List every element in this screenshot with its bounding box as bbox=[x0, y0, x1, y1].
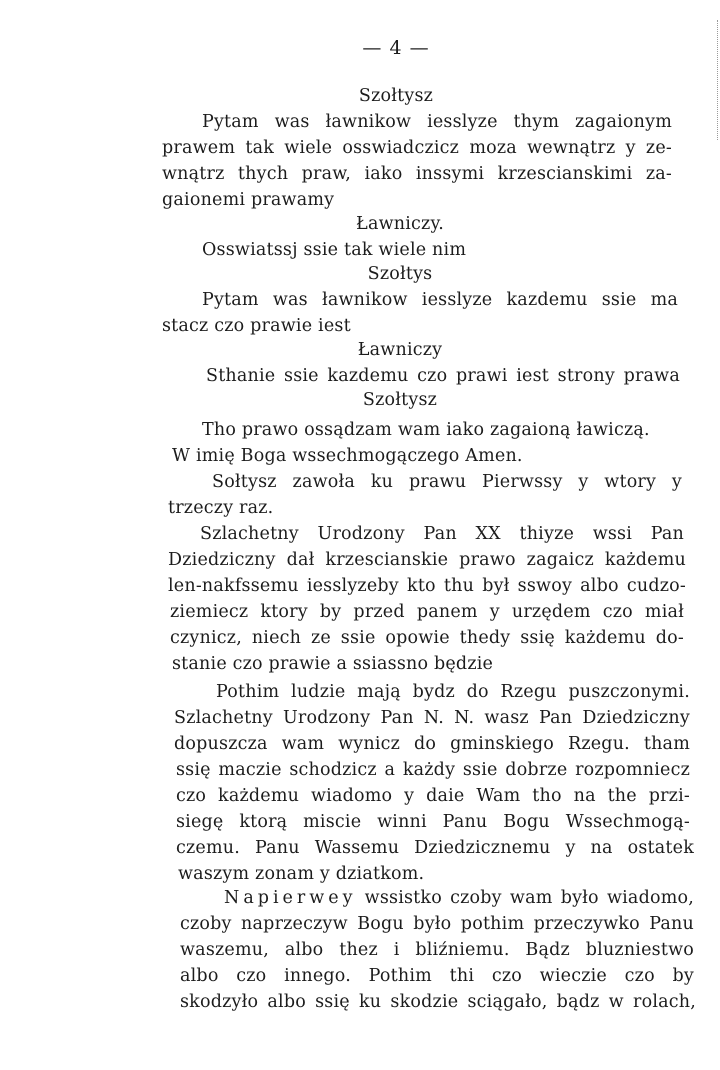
text-line: Pytam was ławnikow iesslyze kazdemu ssie ma bbox=[202, 290, 678, 310]
text-line: albo czo innego. Pothim thi czo wieczie czo by bbox=[180, 966, 694, 986]
text-line: Szlachetny Urodzony Pan XX thiyze wssi Pan bbox=[200, 524, 684, 544]
speaker-heading: Szołtysz bbox=[358, 86, 434, 106]
text-line: Szlachetny Urodzony Pan N. N. wasz Pan Dziedziczny bbox=[174, 708, 690, 728]
text-line: Sthanie ssie kazdemu czo prawi iest strony prawa bbox=[206, 366, 680, 386]
text-line: prawem tak wiele osswiadczicz moza wewnątrz y ze- bbox=[162, 138, 672, 158]
text-line: siegę ktorą miscie winni Panu Bogu Wssechmogą- bbox=[176, 812, 690, 832]
text-line: Osswiatssj ssie tak wiele nim bbox=[202, 240, 467, 260]
speaker-heading: Szołtysz bbox=[362, 390, 438, 410]
text-line: Sołtysz zawoła ku prawu Pierwssy y wtory y bbox=[212, 472, 682, 492]
text-line: stanie czo prawie a ssiassno będzie bbox=[172, 654, 494, 674]
text-line: waszym zonam y dziatkom. bbox=[178, 864, 425, 884]
text-line: trzeczy raz. bbox=[168, 498, 274, 518]
text-line: len-nakfssemu iesslyzeby kto thu był sswoy albo cudzo- bbox=[168, 576, 686, 596]
speaker-heading: Ławniczy bbox=[357, 340, 443, 360]
text-line: czo każdemu wiadomo y daie Wam tho na the przi- bbox=[176, 786, 690, 806]
text-line: Tho prawo ossądzam wam iako zagaioną ławiczą. bbox=[202, 420, 650, 440]
text-line: czemu. Panu Wassemu Dziedzicznemu y na ostatek bbox=[176, 838, 694, 858]
text-line: W imię Boga wssechmogączego Amen. bbox=[172, 446, 523, 466]
text-line: Napierwey wssistko czoby wam było wiadomo, bbox=[224, 888, 694, 908]
text-line: Dziedziczny dał krzescianskie prawo zagaicz każdemu bbox=[168, 550, 686, 570]
text-line: czoby naprzeczyw Bogu było pothim przeczywko Panu bbox=[180, 914, 694, 934]
text-line: czynicz, niech ze ssie opowie thedy ssię każdemu do- bbox=[170, 628, 684, 648]
text-line: gaionemi prawamy bbox=[162, 190, 335, 210]
text-line: stacz czo prawie iest bbox=[162, 316, 351, 336]
text-line: ssię maczie schodzicz a każdy ssie dobrze rozpomniecz bbox=[176, 760, 690, 780]
text-line: dopuszcza wam wynicz do gminskiego Rzegu. tham bbox=[174, 734, 690, 754]
speaker-heading: Ławniczy. bbox=[356, 214, 444, 234]
text-line: wnątrz thych praw, iako inssymi krzescianskimi za- bbox=[162, 164, 672, 184]
text-line: Pothim ludzie mają bydz do Rzegu puszczonymi. bbox=[216, 682, 690, 702]
text-line: Pytam was ławnikow iesslyze thym zagaionym bbox=[202, 112, 672, 132]
text-line: waszemu, albo thez i bliźniemu. Bądz bluzniestwo bbox=[180, 940, 694, 960]
text-line: ziemiecz ktory by przed panem y urzędem czo miał bbox=[170, 602, 684, 622]
text-line: skodzyło albo ssię ku skodzie sciągało, bądz w rolach, bbox=[180, 992, 696, 1012]
speaker-heading: Szołtys bbox=[367, 264, 433, 284]
page-number: — 4 — bbox=[362, 37, 430, 59]
